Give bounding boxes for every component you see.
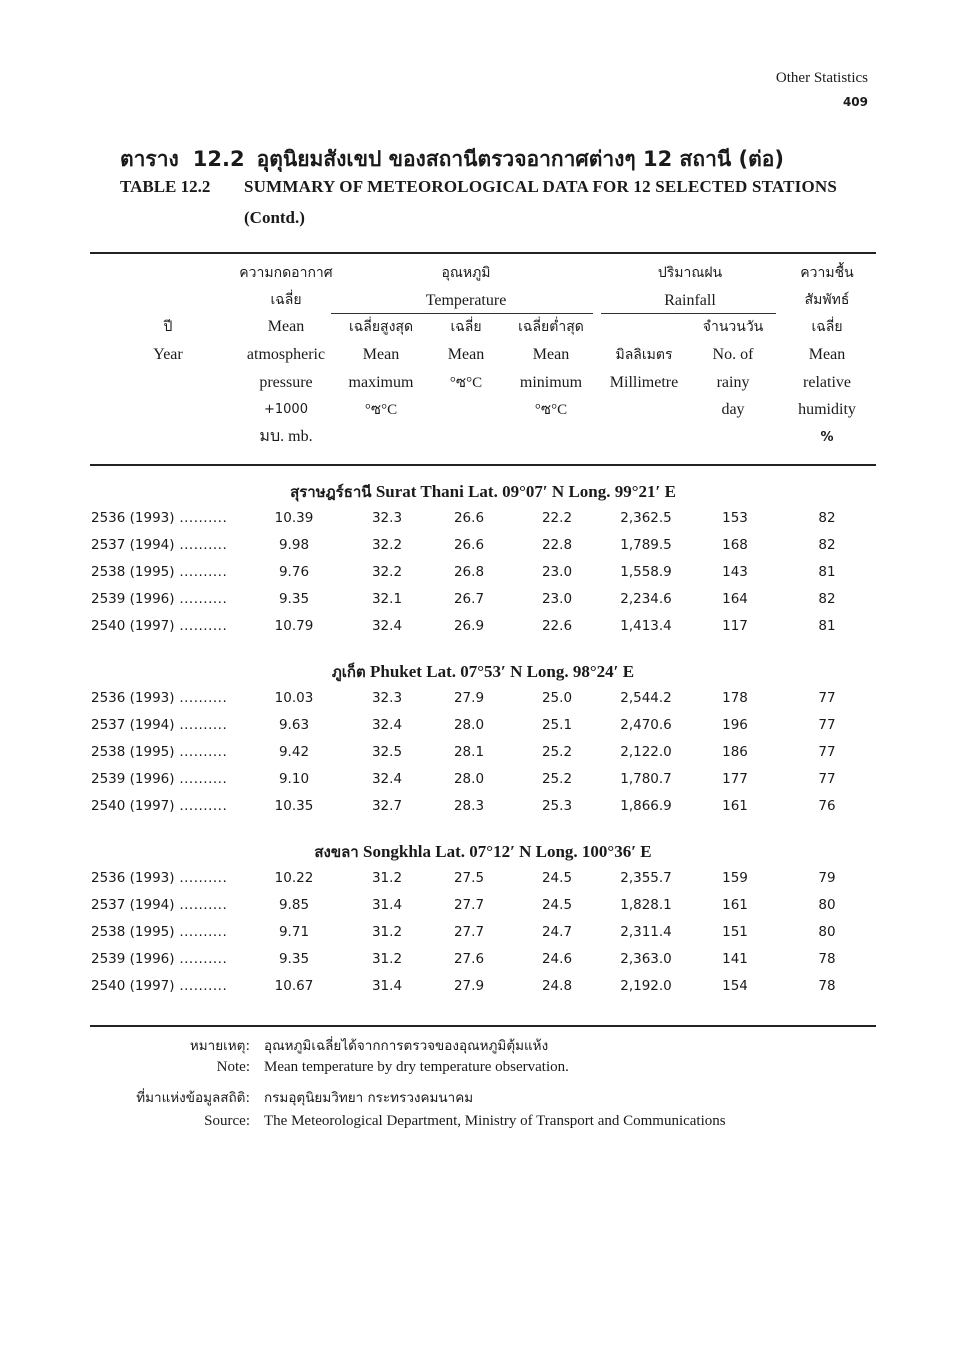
cell-temp-max: 32.3 [371, 690, 403, 706]
cell-humidity: 81 [818, 618, 836, 634]
cell-pressure: 10.03 [274, 690, 314, 706]
table-row [0, 978, 966, 1000]
table-row [0, 717, 966, 739]
cell-pressure: 9.98 [278, 537, 310, 553]
temp-min-header-en-1: Mean [532, 346, 570, 363]
temp-max-header-th: เฉลี่ยสูงสุด [348, 319, 414, 335]
cell-year-text: 2537 (1994) [91, 537, 175, 553]
station-heading [90, 660, 876, 684]
year-header-en: Year [153, 346, 183, 363]
temp-max-header-en-2: maximum [348, 374, 414, 391]
table-row [0, 690, 966, 712]
cell-year-text: 2539 (1996) [91, 951, 175, 967]
cell-temp-mean: 27.9 [453, 978, 485, 994]
cell-temp-min: 22.8 [541, 537, 573, 553]
cell-rain-days: 178 [722, 690, 748, 706]
humidity-header-en-2: relative [803, 374, 851, 391]
cell-temp-min: 24.5 [541, 870, 573, 886]
leader-dots: .......... [174, 537, 228, 553]
leader-dots: .......... [174, 564, 228, 580]
table-row [0, 591, 966, 613]
station-name-en: Surat Thani [375, 482, 464, 501]
cell-temp-max: 32.1 [371, 591, 403, 607]
cell-humidity: 81 [818, 564, 836, 580]
title-en-label: TABLE 12.2 [120, 177, 211, 196]
pressure-header-th: ความกดอากาศ [239, 265, 333, 281]
humidity-header-en-3: humidity [798, 401, 856, 418]
leader-dots: .......... [174, 591, 228, 607]
cell-year [91, 537, 227, 553]
cell-temp-mean: 27.9 [453, 690, 485, 706]
cell-temp-min: 25.2 [541, 744, 573, 760]
cell-humidity: 80 [818, 924, 836, 940]
station-name-th: ภูเก็ต [331, 663, 366, 681]
cell-temp-max: 31.2 [371, 924, 403, 940]
cell-temp-min: 23.0 [541, 591, 573, 607]
cell-rain-mm: 2,363.0 [620, 951, 672, 967]
title-thai-text: อุตุนิยมสังเขป ของสถานีตรวจอากาศต่างๆ 12 สถานี (ต่อ) [256, 147, 784, 171]
cell-temp-mean: 26.8 [453, 564, 485, 580]
cell-temp-max: 32.5 [371, 744, 403, 760]
humidity-header-en-1: Mean [808, 346, 846, 363]
cell-temp-max: 32.4 [371, 717, 403, 733]
cell-year [91, 717, 227, 733]
cell-rain-mm: 2,362.5 [620, 510, 672, 526]
cell-rain-mm: 2,122.0 [620, 744, 672, 760]
cell-temp-min: 25.3 [541, 798, 573, 814]
temp-min-header-th: เฉลี่ยต่ำสุด [518, 319, 584, 335]
pressure-header-th2: เฉลี่ย [270, 292, 302, 308]
table-row [0, 771, 966, 793]
station-heading [90, 840, 876, 864]
leader-dots: .......... [174, 510, 228, 526]
rainfall-group-en: Rainfall [664, 292, 716, 309]
cell-year [91, 870, 227, 886]
cell-temp-mean: 27.7 [453, 897, 485, 913]
cell-rain-days: 177 [722, 771, 748, 787]
humidity-header-th: ความชื้น [800, 265, 854, 281]
cell-rain-mm: 1,828.1 [620, 897, 672, 913]
rainfall-group-th: ปริมาณฝน [657, 265, 723, 281]
table-row [0, 744, 966, 766]
title-contd: (Contd.) [244, 208, 305, 227]
cell-year [91, 564, 227, 580]
cell-rain-days: 196 [722, 717, 748, 733]
cell-year [91, 690, 227, 706]
cell-year [91, 510, 227, 526]
temperature-group-en: Temperature [425, 292, 507, 309]
cell-rain-days: 143 [722, 564, 748, 580]
table-row [0, 924, 966, 946]
cell-rain-mm: 1,558.9 [620, 564, 672, 580]
note-th-label: หมายเหตุ: [189, 1038, 250, 1054]
note-th-text: อุณหภูมิเฉลี่ยได้จากการตรวจของอุณหภูมิตุ้มแห้ง [264, 1038, 549, 1054]
cell-pressure: 9.42 [278, 744, 310, 760]
note-en-label: Note: [216, 1059, 250, 1075]
cell-pressure: 9.10 [278, 771, 310, 787]
cell-pressure: 9.71 [278, 924, 310, 940]
leader-dots: .......... [174, 798, 228, 814]
station-name-th: สุราษฎร์ธานี [290, 483, 372, 501]
cell-year-text: 2540 (1997) [91, 798, 175, 814]
title-thai-prefix: ตาราง [120, 147, 179, 171]
station-location: Lat. 09°07′ N Long. 99°21′ E [468, 482, 676, 501]
cell-temp-min: 24.8 [541, 978, 573, 994]
cell-rain-days: 159 [722, 870, 748, 886]
source-th-label: ที่มาแห่งข้อมูลสถิติ: [136, 1090, 250, 1106]
cell-rain-days: 154 [722, 978, 748, 994]
cell-temp-min: 24.5 [541, 897, 573, 913]
cell-temp-min: 25.2 [541, 771, 573, 787]
cell-temp-max: 32.3 [371, 510, 403, 526]
cell-temp-min: 25.0 [541, 690, 573, 706]
table-title-thai [120, 143, 784, 176]
cell-year-text: 2540 (1997) [91, 978, 175, 994]
cell-temp-mean: 28.1 [453, 744, 485, 760]
cell-temp-min: 25.1 [541, 717, 573, 733]
cell-pressure: 9.35 [278, 591, 310, 607]
temperature-group-th: อุณหภูมิ [441, 265, 491, 281]
cell-temp-mean: 28.3 [453, 798, 485, 814]
cell-humidity: 77 [818, 771, 836, 787]
cell-year-text: 2538 (1995) [91, 924, 175, 940]
rain-mm-header-en: Millimetre [609, 374, 679, 391]
year-header-th: ปี [163, 319, 173, 335]
cell-rain-mm: 1,413.4 [620, 618, 672, 634]
cell-humidity: 77 [818, 744, 836, 760]
cell-humidity: 78 [818, 978, 836, 994]
cell-year [91, 618, 227, 634]
cell-temp-mean: 27.6 [453, 951, 485, 967]
cell-year-text: 2536 (1993) [91, 690, 175, 706]
leader-dots: .......... [174, 978, 228, 994]
cell-year-text: 2536 (1993) [91, 510, 175, 526]
cell-pressure: 10.22 [274, 870, 314, 886]
cell-rain-mm: 2,234.6 [620, 591, 672, 607]
cell-pressure: 10.67 [274, 978, 314, 994]
humidity-header-th2: สัมพัทธ์ [804, 292, 850, 308]
table-top-rule [90, 252, 876, 254]
pressure-header-en-1: Mean [267, 318, 305, 335]
leader-dots: .......... [174, 924, 228, 940]
leader-dots: .......... [174, 951, 228, 967]
station-name-th: สงขลา [314, 843, 359, 861]
cell-temp-max: 32.4 [371, 771, 403, 787]
cell-temp-mean: 26.6 [453, 510, 485, 526]
cell-temp-mean: 27.7 [453, 924, 485, 940]
rain-days-header-en-1: No. of [712, 346, 754, 363]
cell-rain-days: 164 [722, 591, 748, 607]
cell-humidity: 79 [818, 870, 836, 886]
cell-year [91, 924, 227, 940]
rain-days-header-th: จำนวนวัน [702, 319, 764, 335]
cell-year [91, 744, 227, 760]
cell-year [91, 591, 227, 607]
cell-temp-mean: 28.0 [453, 771, 485, 787]
cell-temp-max: 31.2 [371, 951, 403, 967]
cell-temp-max: 32.2 [371, 537, 403, 553]
temp-max-header-en-1: Mean [362, 346, 400, 363]
table-row [0, 798, 966, 820]
humidity-header-th3: เฉลี่ย [811, 319, 843, 335]
pressure-header-unit: มบ. mb. [259, 428, 313, 445]
rain-days-header-en-2: rainy [716, 374, 750, 391]
cell-humidity: 77 [818, 717, 836, 733]
cell-rain-days: 161 [722, 798, 748, 814]
temp-mean-header-unit: °ซ°C [449, 375, 483, 391]
cell-year-text: 2540 (1997) [91, 618, 175, 634]
station-location: Lat. 07°12′ N Long. 100°36′ E [435, 842, 652, 861]
cell-year [91, 978, 227, 994]
cell-temp-mean: 26.7 [453, 591, 485, 607]
station-location: Lat. 07°53′ N Long. 98°24′ E [426, 662, 635, 681]
cell-rain-days: 151 [722, 924, 748, 940]
temp-min-header-en-2: minimum [519, 374, 583, 391]
cell-rain-days: 141 [722, 951, 748, 967]
table-row [0, 510, 966, 532]
pressure-header-en-2: atmospheric [246, 346, 326, 363]
temp-mean-header-en: Mean [447, 346, 485, 363]
cell-pressure: 9.63 [278, 717, 310, 733]
table-row [0, 564, 966, 586]
cell-temp-mean: 26.6 [453, 537, 485, 553]
cell-pressure: 9.76 [278, 564, 310, 580]
cell-rain-mm: 2,192.0 [620, 978, 672, 994]
cell-humidity: 82 [818, 591, 836, 607]
cell-year-text: 2539 (1996) [91, 591, 175, 607]
cell-humidity: 80 [818, 897, 836, 913]
cell-humidity: 82 [818, 537, 836, 553]
leader-dots: .......... [174, 618, 228, 634]
leader-dots: .......... [174, 744, 228, 760]
table-row [0, 870, 966, 892]
rainfall-span-rule [601, 313, 776, 314]
cell-year-text: 2538 (1995) [91, 744, 175, 760]
cell-year-text: 2536 (1993) [91, 870, 175, 886]
temperature-span-rule [331, 313, 593, 314]
cell-temp-max: 32.2 [371, 564, 403, 580]
title-number: 12.2 [192, 147, 245, 171]
temp-min-header-unit: °ซ°C [534, 402, 568, 418]
cell-humidity: 76 [818, 798, 836, 814]
note-en-text: Mean temperature by dry temperature observation. [264, 1059, 569, 1075]
cell-temp-max: 31.4 [371, 978, 403, 994]
pressure-header-en-4: +1000 [264, 402, 308, 417]
cell-rain-mm: 2,311.4 [620, 924, 672, 940]
cell-rain-days: 186 [722, 744, 748, 760]
table-row [0, 537, 966, 559]
table-row [0, 897, 966, 919]
station-name-en: Phuket [370, 662, 422, 681]
cell-temp-min: 23.0 [541, 564, 573, 580]
cell-rain-mm: 1,866.9 [620, 798, 672, 814]
cell-temp-max: 31.2 [371, 870, 403, 886]
cell-year-text: 2537 (1994) [91, 717, 175, 733]
source-en-text: The Meteorological Department, Ministry of Transport and Communications [264, 1113, 726, 1129]
running-head: Other Statistics [775, 70, 868, 86]
cell-rain-days: 117 [722, 618, 748, 634]
cell-temp-mean: 27.5 [453, 870, 485, 886]
cell-rain-days: 153 [722, 510, 748, 526]
station-name-en: Songkhla [362, 842, 432, 861]
cell-year [91, 897, 227, 913]
table-row [0, 618, 966, 640]
cell-rain-mm: 2,470.6 [620, 717, 672, 733]
cell-rain-days: 168 [722, 537, 748, 553]
cell-year-text: 2539 (1996) [91, 771, 175, 787]
cell-humidity: 77 [818, 690, 836, 706]
table-row [0, 951, 966, 973]
cell-temp-max: 32.7 [371, 798, 403, 814]
cell-rain-days: 161 [722, 897, 748, 913]
table-bottom-rule [90, 1025, 876, 1027]
source-th-text: กรมอุตุนิยมวิทยา กระทรวงคมนาคม [264, 1090, 474, 1106]
pressure-header-en-3: pressure [259, 374, 313, 391]
leader-dots: .......... [174, 897, 228, 913]
cell-temp-min: 24.6 [541, 951, 573, 967]
cell-year-text: 2538 (1995) [91, 564, 175, 580]
cell-pressure: 9.35 [278, 951, 310, 967]
station-heading [90, 480, 876, 504]
cell-humidity: 78 [818, 951, 836, 967]
humidity-header-unit: % [820, 430, 834, 445]
cell-rain-mm: 2,355.7 [620, 870, 672, 886]
rain-mm-header-th: มิลลิเมตร [615, 347, 673, 363]
cell-rain-mm: 1,780.7 [620, 771, 672, 787]
rain-days-header-en-3: day [721, 401, 745, 418]
cell-pressure: 10.79 [274, 618, 314, 634]
leader-dots: .......... [174, 771, 228, 787]
cell-rain-mm: 2,544.2 [620, 690, 672, 706]
cell-year [91, 771, 227, 787]
leader-dots: .......... [174, 870, 228, 886]
title-en-text: SUMMARY OF METEOROLOGICAL DATA FOR 12 SELECTED STATIONS [244, 177, 838, 196]
cell-temp-max: 31.4 [371, 897, 403, 913]
temp-max-header-unit: °ซ°C [364, 402, 398, 418]
cell-year-text: 2537 (1994) [91, 897, 175, 913]
cell-pressure: 10.35 [274, 798, 314, 814]
cell-temp-max: 32.4 [371, 618, 403, 634]
cell-year [91, 798, 227, 814]
cell-temp-mean: 28.0 [453, 717, 485, 733]
cell-temp-min: 22.6 [541, 618, 573, 634]
leader-dots: .......... [174, 690, 228, 706]
cell-rain-mm: 1,789.5 [620, 537, 672, 553]
cell-humidity: 82 [818, 510, 836, 526]
cell-pressure: 9.85 [278, 897, 310, 913]
cell-temp-min: 24.7 [541, 924, 573, 940]
cell-temp-mean: 26.9 [453, 618, 485, 634]
cell-pressure: 10.39 [274, 510, 314, 526]
temp-mean-header-th: เฉลี่ย [450, 319, 482, 335]
table-header-rule [90, 464, 876, 466]
page-number: 409 [842, 95, 868, 109]
cell-temp-min: 22.2 [541, 510, 573, 526]
source-en-label: Source: [204, 1113, 250, 1129]
cell-year [91, 951, 227, 967]
leader-dots: .......... [174, 717, 228, 733]
